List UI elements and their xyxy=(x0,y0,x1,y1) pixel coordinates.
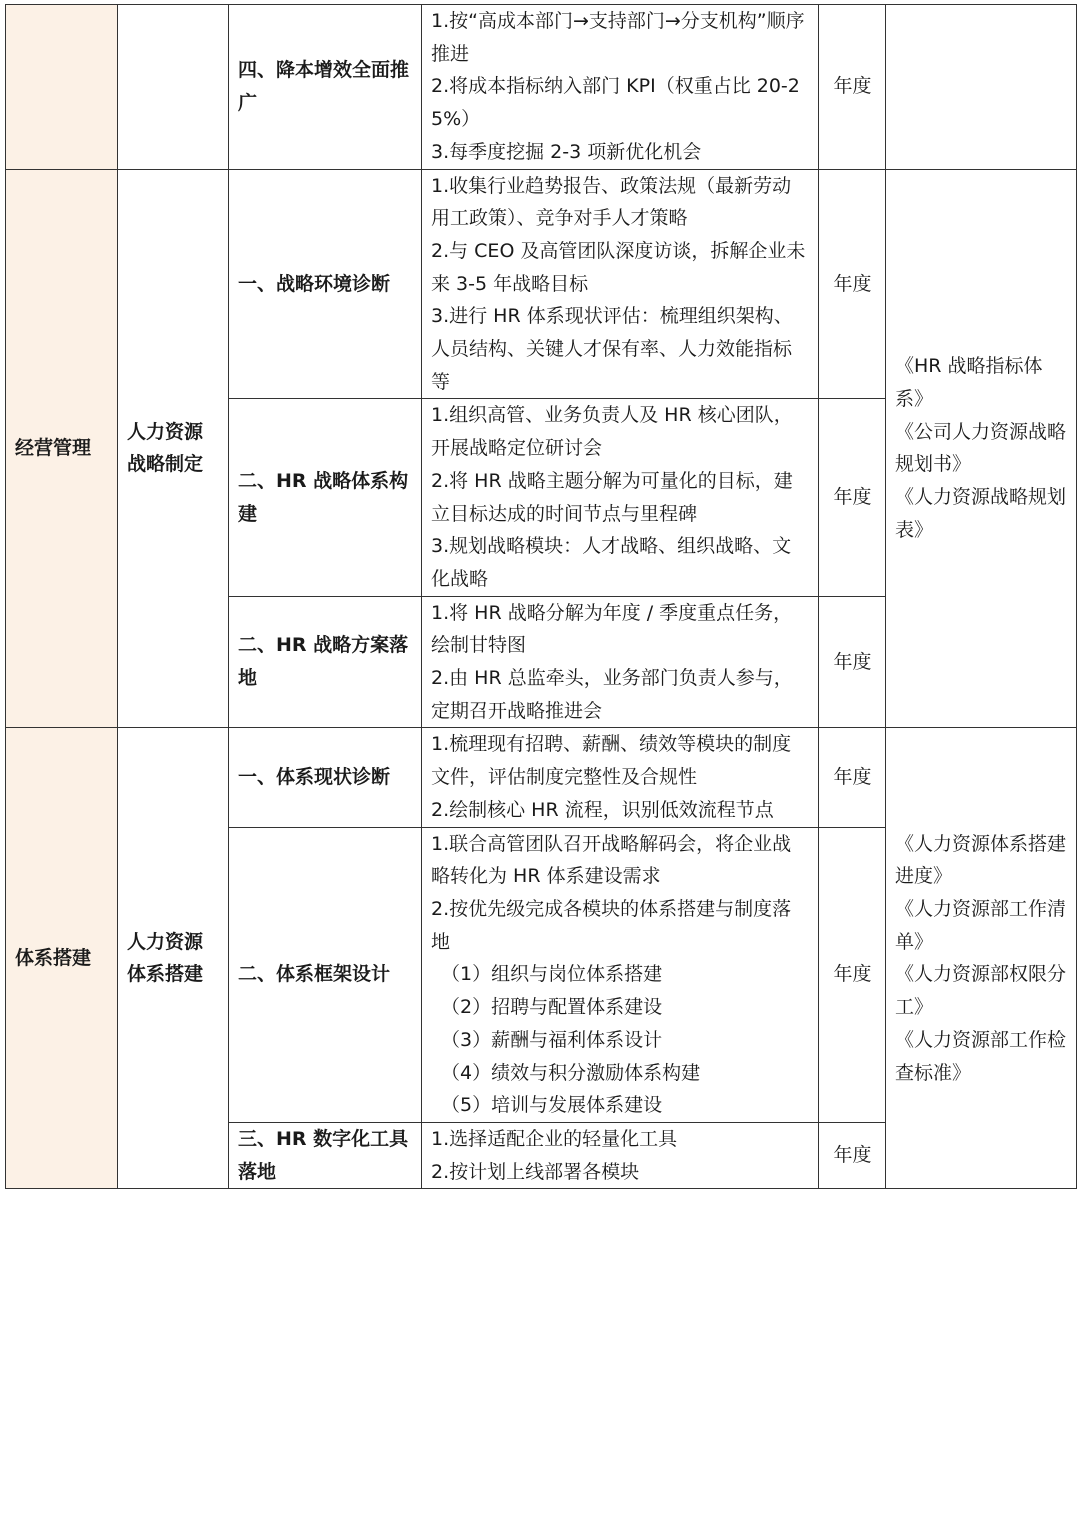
output-doc: 《人力资源战略规划表》 xyxy=(895,486,1067,541)
steps-cell xyxy=(422,399,819,596)
table-row xyxy=(6,169,1077,399)
phase-cell: 一、战略环境诊断 xyxy=(229,169,422,399)
output-doc: 《人力资源部工作检查标准》 xyxy=(895,1028,1067,1084)
step-line: 2.按优先级完成各模块的体系搭建与制度落地 xyxy=(431,897,792,953)
category-cell: 体系搭建 xyxy=(6,728,118,1189)
steps-cell xyxy=(422,169,819,399)
step-line: 2.将 HR 战略主题分解为可量化的目标，建立目标达成的时间节点与里程碑 xyxy=(431,469,793,525)
hr-work-plan-table xyxy=(5,4,1077,1189)
step-line: 3.进行 HR 体系现状评估：梳理组织架构、人员结构、关键人才保有率、人力效能指标等 xyxy=(431,305,793,393)
frequency-cell: 年度 xyxy=(819,827,886,1122)
table-row xyxy=(6,5,1077,170)
frequency-cell: 年度 xyxy=(819,728,886,827)
output-doc: 《HR 战略指标体系》 xyxy=(895,355,1043,411)
step-sub-item: （1）组织与岗位体系搭建 xyxy=(441,963,663,986)
step-line: 2.由 HR 总监牵头，业务部门负责人参与，定期召开战略推进会 xyxy=(431,667,793,722)
phase-cell: 一、体系现状诊断 xyxy=(229,728,422,827)
steps-cell xyxy=(422,728,819,827)
frequency-cell: 年度 xyxy=(819,596,886,728)
output-doc: 《人力资源部权限分工》 xyxy=(895,963,1067,1019)
step-line: 3.规划战略模块：人才战略、组织战略、文化战略 xyxy=(431,535,792,590)
subcategory-cell: 人力资源体系搭建 xyxy=(118,728,229,1189)
step-line: 1.选择适配企业的轻量化工具 xyxy=(431,1127,678,1150)
step-line: 1.按“高成本部门→支持部门→分支机构”顺序推进 xyxy=(431,10,805,65)
steps-cell xyxy=(422,5,819,170)
output-doc: 《公司人力资源战略规划书》 xyxy=(895,420,1067,476)
step-line: 1.联合高管团队召开战略解码会，将企业战略转化为 HR 体系建设需求 xyxy=(431,832,792,888)
step-sub-item: （2）招聘与配置体系建设 xyxy=(441,996,663,1019)
step-line: 2.与 CEO 及高管团队深度访谈，拆解企业未来 3-5 年战略目标 xyxy=(431,239,806,295)
frequency-cell: 年度 xyxy=(819,1122,886,1188)
step-sub-item: （4）绩效与积分激励体系构建 xyxy=(441,1061,701,1084)
outputs-cell-empty xyxy=(886,5,1077,170)
output-doc: 《人力资源部工作清单》 xyxy=(895,897,1067,953)
step-sub-item: （5）培训与发展体系建设 xyxy=(441,1094,663,1117)
frequency-cell: 年度 xyxy=(819,399,886,596)
steps-cell xyxy=(422,596,819,728)
phase-cell: 二、体系框架设计 xyxy=(229,827,422,1122)
phase-cell: 二、HR 战略体系构建 xyxy=(229,399,422,596)
category-cell: 经营管理 xyxy=(6,169,118,728)
step-line: 1.梳理现有招聘、薪酬、绩效等模块的制度文件，评估制度完整性及合规性 xyxy=(431,733,792,789)
step-line: 2.按计划上线部署各模块 xyxy=(431,1160,640,1183)
step-line: 1.组织高管、业务负责人及 HR 核心团队，开展战略定位研讨会 xyxy=(431,404,793,460)
step-sub-item: （3）薪酬与福利体系设计 xyxy=(441,1028,663,1051)
step-line: 1.收集行业趋势报告、政策法规（最新劳动用工政策）、竞争对手人才策略 xyxy=(431,174,792,230)
step-line: 2.绘制核心 HR 流程，识别低效流程节点 xyxy=(431,798,774,821)
outputs-cell xyxy=(886,169,1077,728)
frequency-cell: 年度 xyxy=(819,169,886,399)
steps-cell xyxy=(422,827,819,1122)
step-line: 2.将成本指标纳入部门 KPI（权重占比 20-25%） xyxy=(431,75,800,131)
frequency-cell: 年度 xyxy=(819,5,886,170)
phase-cell: 二、HR 战略方案落地 xyxy=(229,596,422,728)
category-cell-empty xyxy=(6,5,118,170)
table-row xyxy=(6,728,1077,827)
step-line: 1.将 HR 战略分解为年度 / 季度重点任务，绘制甘特图 xyxy=(431,601,793,657)
subcategory-cell: 人力资源战略制定 xyxy=(118,169,229,728)
phase-cell: 三、HR 数字化工具落地 xyxy=(229,1122,422,1188)
outputs-cell xyxy=(886,728,1077,1189)
output-doc: 《人力资源体系搭建进度》 xyxy=(895,832,1067,888)
subcategory-cell-empty xyxy=(118,5,229,170)
phase-cell: 四、降本增效全面推广 xyxy=(229,5,422,170)
steps-cell xyxy=(422,1122,819,1188)
step-line: 3.每季度挖掘 2-3 项新优化机会 xyxy=(431,140,702,163)
